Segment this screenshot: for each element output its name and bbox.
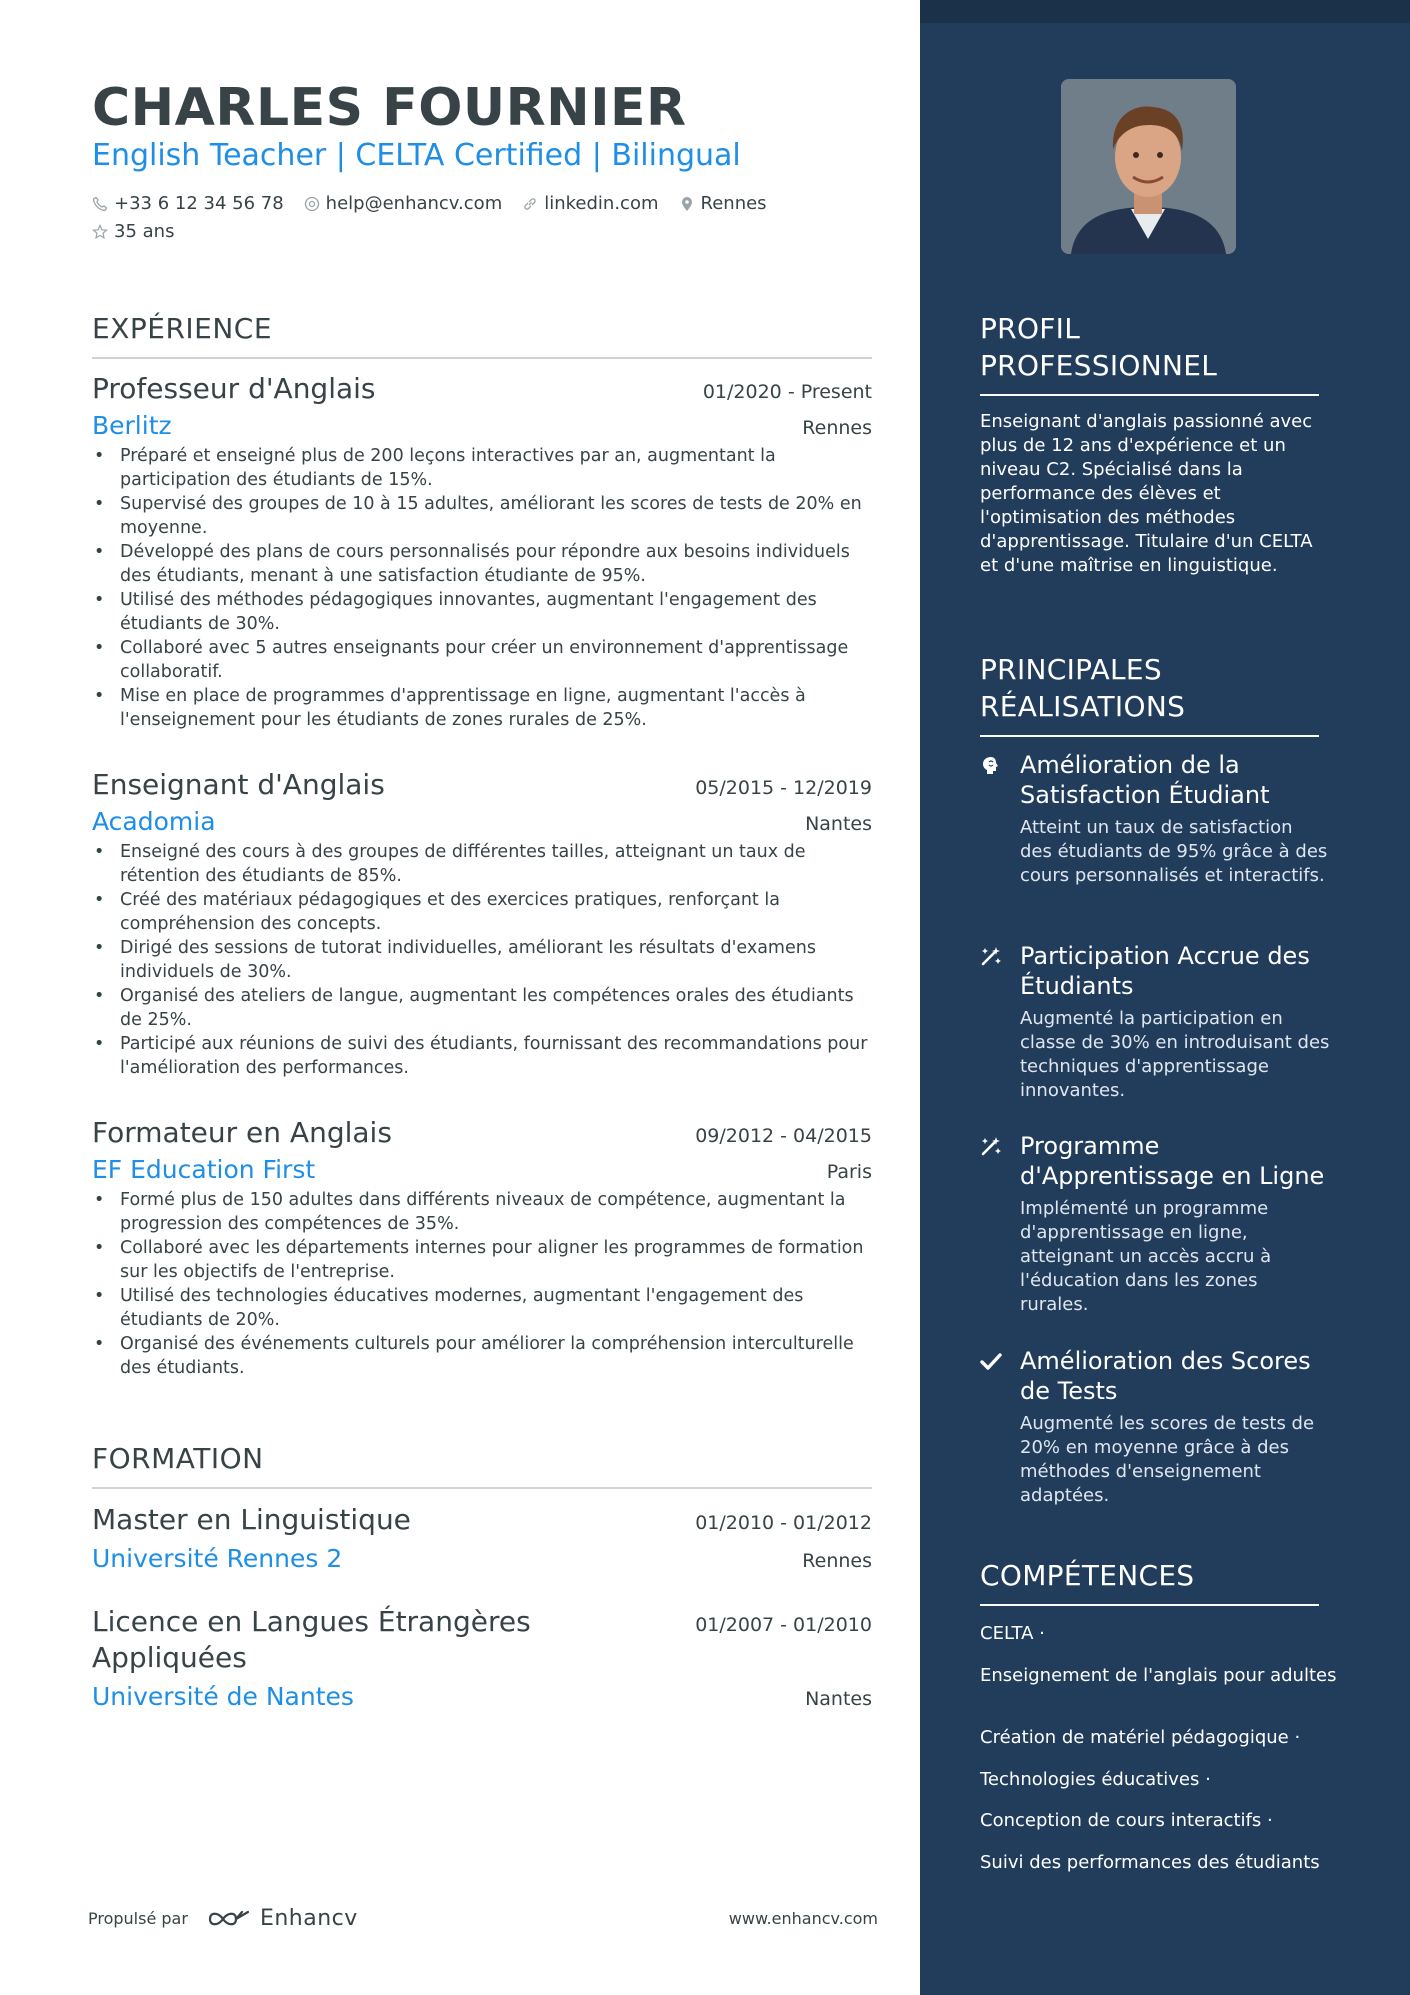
- achievement-title: Programme d'Apprentissage en Ligne: [1020, 1132, 1325, 1190]
- job-dates: 05/2015 - 12/2019: [695, 777, 872, 799]
- bullet-item: • Utilisé des méthodes pédagogiques innovantes, augmentant l'engagement des étudiants de 30%.: [92, 588, 872, 636]
- education-item: [92, 1502, 872, 1573]
- degree-title: Licence en Langues Étrangères Appliquées: [92, 1605, 531, 1674]
- school-location: Rennes: [802, 1550, 872, 1572]
- achievement-description: Atteint un taux de satisfaction des étudiants de 95% grâce à des cours personnalisés et interactifs.: [1020, 817, 1328, 886]
- brain-icon: [980, 750, 1006, 888]
- contact-location: [679, 193, 767, 214]
- contact-row: [92, 193, 767, 214]
- job-dates: 09/2012 - 04/2015: [695, 1125, 872, 1147]
- school-name: Université Rennes 2: [92, 1544, 343, 1573]
- achievement-item: [980, 941, 1330, 1103]
- achievement-title: Amélioration des Scores de Tests: [1020, 1347, 1311, 1405]
- magic-wand-icon: [980, 941, 1006, 1103]
- bullet-item: • Organisé des ateliers de langue, augmentant les compétences orales des étudiants de 25%.: [92, 984, 872, 1032]
- job-bullets: [92, 840, 872, 1080]
- brand-logo[interactable]: [206, 1906, 358, 1931]
- company-name: EF Education First: [92, 1155, 316, 1184]
- achievement-description: Augmenté la participation en classe de 30% en introduisant des techniques d'apprentissage innovantes.: [1020, 1008, 1330, 1101]
- location-pin-icon: [679, 196, 695, 212]
- company-name: Acadomia: [92, 807, 216, 836]
- achievements-section: [980, 651, 1319, 737]
- portrait-illustration: [1061, 79, 1236, 254]
- skill-item: Technologies éducatives ·: [980, 1769, 1211, 1790]
- education-section-title: FORMATION: [92, 1442, 872, 1489]
- achievement-description: Implémenté un programme d'apprentissage en ligne, atteignant un accès accru à l'éducation dans les zones rurales.: [1020, 1198, 1272, 1315]
- job-location: Rennes: [802, 417, 872, 439]
- location-text: Rennes: [700, 193, 767, 214]
- skills-section-title: COMPÉTENCES: [980, 1557, 1319, 1606]
- contact-age: [92, 221, 174, 242]
- profile-section-title: PROFIL PROFESSIONNEL: [980, 310, 1319, 396]
- star-icon: [92, 224, 108, 240]
- contact-email[interactable]: [304, 193, 503, 214]
- bullet-item: • Utilisé des technologies éducatives modernes, augmentant l'engagement des étudiants de 20%.: [92, 1284, 872, 1332]
- contact-row-2: [92, 221, 174, 245]
- achievement-item: [980, 750, 1330, 888]
- experience-section-title: EXPÉRIENCE: [92, 312, 872, 359]
- enhancv-logo-icon: [206, 1907, 252, 1931]
- footer: [88, 1906, 878, 1931]
- bullet-item: • Organisé des événements culturels pour améliorer la compréhension interculturelle des étudiants.: [92, 1332, 872, 1380]
- job-location: Paris: [826, 1161, 872, 1183]
- contact-linkedin[interactable]: [522, 193, 658, 214]
- job-title: Formateur en Anglais: [92, 1116, 392, 1149]
- sidebar-top-bar: [920, 0, 1410, 23]
- magic-wand-icon: [980, 1131, 1006, 1317]
- experience-item: [92, 1116, 872, 1380]
- sidebar: [920, 0, 1410, 1995]
- job-location: Nantes: [805, 813, 872, 835]
- brand-name: Enhancv: [259, 1906, 358, 1931]
- achievement-title: Amélioration de la Satisfaction Étudiant: [1020, 751, 1270, 809]
- job-title: Enseignant d'Anglais: [92, 768, 385, 801]
- experience-item: [92, 768, 872, 1080]
- education-item: [92, 1604, 872, 1711]
- phone-icon: [92, 196, 108, 212]
- website-link[interactable]: www.enhancv.com: [728, 1909, 878, 1928]
- checkmark-icon: [980, 1346, 1006, 1508]
- bullet-item: • Supervisé des groupes de 10 à 15 adultes, améliorant les scores de tests de 20% en moyenne.: [92, 492, 872, 540]
- profile-photo: [1061, 79, 1236, 254]
- link-icon: [522, 196, 538, 212]
- achievements-section-title: PRINCIPALES RÉALISATIONS: [980, 651, 1319, 737]
- profile-section: [980, 310, 1319, 578]
- job-dates: 01/2020 - Present: [702, 381, 872, 403]
- job-title: Professeur d'Anglais: [92, 372, 376, 405]
- contact-phone[interactable]: [92, 193, 284, 214]
- company-name: Berlitz: [92, 411, 172, 440]
- bullet-item: • Dirigé des sessions de tutorat individuelles, améliorant les résultats d'examens individuels de 30%.: [92, 936, 872, 984]
- achievement-item: [980, 1346, 1330, 1508]
- achievement-description: Augmenté les scores de tests de 20% en moyenne grâce à des méthodes d'enseignement adaptées.: [1020, 1413, 1315, 1506]
- skill-item: Création de matériel pédagogique ·: [980, 1727, 1301, 1748]
- bullet-item: • Créé des matériaux pédagogiques et des exercices pratiques, renforçant la compréhension des concepts.: [92, 888, 872, 936]
- job-bullets: [92, 444, 872, 732]
- linkedin-text: linkedin.com: [544, 193, 659, 214]
- skill-item: Enseignement de l'anglais pour adultes: [980, 1665, 1337, 1686]
- achievement-title: Participation Accrue des Étudiants: [1020, 942, 1310, 1000]
- phone-text: +33 6 12 34 56 78: [114, 193, 284, 214]
- powered-by-label: Propulsé par: [88, 1909, 188, 1928]
- experience-item: [92, 372, 872, 732]
- education-dates: 01/2007 - 01/2010: [695, 1614, 872, 1636]
- at-icon: [304, 196, 320, 212]
- candidate-subtitle: English Teacher | CELTA Certified | Bilingual: [92, 138, 741, 173]
- school-location: Nantes: [805, 1688, 872, 1710]
- bullet-item: • Développé des plans de cours personnalisés pour répondre aux besoins individuels des étudiants, menant à une satisfaction étudiante de 95%.: [92, 540, 872, 588]
- job-bullets: [92, 1188, 872, 1380]
- school-name: Université de Nantes: [92, 1682, 354, 1711]
- bullet-item: • Collaboré avec 5 autres enseignants pour créer un environnement d'apprentissage collaboratif.: [92, 636, 872, 684]
- profile-summary: Enseignant d'anglais passionné avec plus de 12 ans d'expérience et un niveau C2. Spécialisé dans la performance des élèves et l'optimisation des méthodes d'apprentissage. Titulaire d'un CELTA et d'une maîtrise en linguistique.: [980, 411, 1313, 576]
- skill-item: CELTA ·: [980, 1623, 1045, 1644]
- bullet-item: • Mise en place de programmes d'apprentissage en ligne, augmentant l'accès à l'enseignement pour les étudiants de zones rurales de 25%.: [92, 684, 872, 732]
- degree-title: Master en Linguistique: [92, 1503, 411, 1536]
- bullet-item: • Formé plus de 150 adultes dans différents niveaux de compétence, augmentant la progression des compétences de 35%.: [92, 1188, 872, 1236]
- achievement-item: [980, 1131, 1330, 1317]
- powered-by: [88, 1906, 358, 1931]
- skill-item: Suivi des performances des étudiants: [980, 1852, 1320, 1873]
- bullet-item: • Enseigné des cours à des groupes de différentes tailles, atteignant un taux de rétention des étudiants de 85%.: [92, 840, 872, 888]
- age-text: 35 ans: [114, 221, 175, 242]
- skill-item: Conception de cours interactifs ·: [980, 1810, 1273, 1831]
- bullet-item: • Préparé et enseigné plus de 200 leçons interactives par an, augmentant la participation des étudiants de 15%.: [92, 444, 872, 492]
- email-text: help@enhancv.com: [325, 193, 503, 214]
- education-dates: 01/2010 - 01/2012: [695, 1512, 872, 1534]
- bullet-item: • Collaboré avec les départements internes pour aligner les programmes de formation sur les objectifs de l'entreprise.: [92, 1236, 872, 1284]
- skills-section: [980, 1557, 1319, 1606]
- bullet-item: • Participé aux réunions de suivi des étudiants, fournissant des recommandations pour l'amélioration des performances.: [92, 1032, 872, 1080]
- candidate-name: CHARLES FOURNIER: [92, 78, 687, 138]
